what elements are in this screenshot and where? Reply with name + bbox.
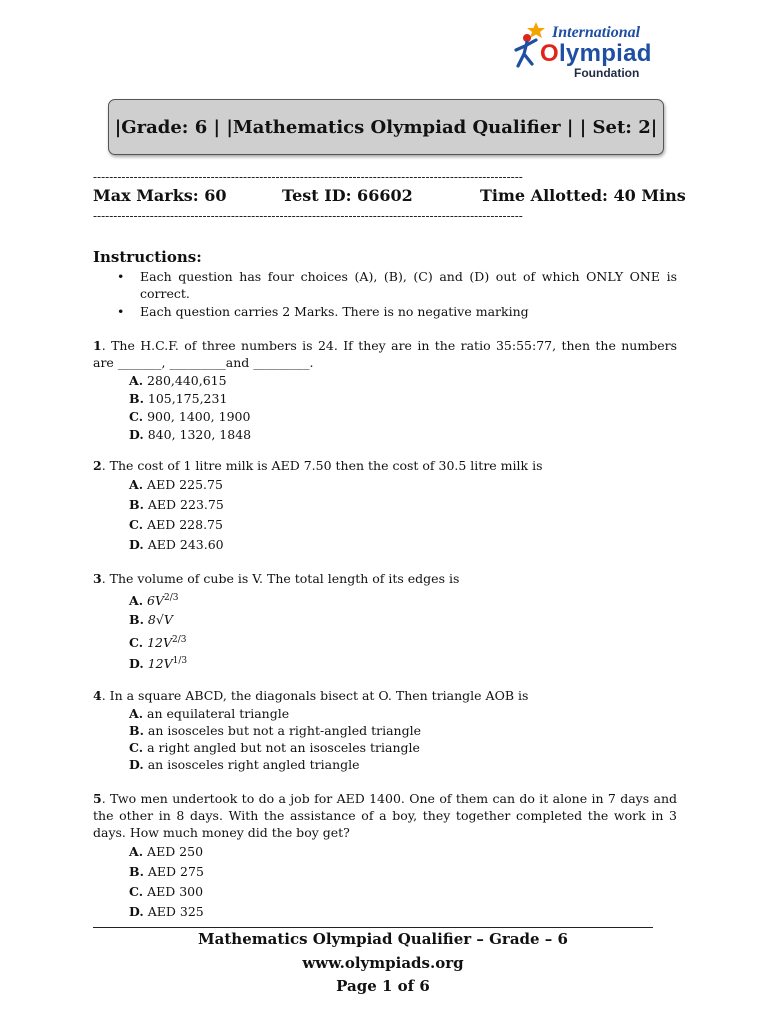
option-a[interactable]: A. AED 225.75 <box>129 477 223 492</box>
logo-international-text: International <box>552 24 641 41</box>
option-c[interactable]: C. AED 228.75 <box>129 517 223 532</box>
separator-bottom: ---------------------------------------------------------------------------------------------------------- <box>93 209 523 223</box>
question-stem: 3. The volume of cube is V. The total length of its edges is <box>93 571 460 586</box>
option-d[interactable]: D. $12V^{1/3}$ <box>129 656 188 672</box>
option-a[interactable]: A. 280,440,615 <box>129 373 227 388</box>
test-id: Test ID: 66602 <box>282 186 413 205</box>
question-2 <box>93 457 677 555</box>
logo-olympiad-text: Olympiad <box>540 40 652 67</box>
max-marks: Max Marks: 60 <box>93 186 227 205</box>
option-a[interactable]: A. $6V^{2/3}$ <box>129 593 179 609</box>
option-c[interactable]: C. $12V^{2/3}$ <box>129 635 187 651</box>
question-stem: 4. In a square ABCD, the diagonals bisect at O. Then triangle AOB is <box>93 688 529 703</box>
page-number: Page 1 of 6 <box>336 977 430 995</box>
instruction-item: • Each question has four choices (A), (B), (C) and (D) out of which ONLY ONE is correct. <box>117 268 677 302</box>
time-allotted: Time Allotted: 40 Mins <box>480 186 686 205</box>
question-stem: 1. The H.C.F. of three numbers is 24. If they are in the ratio 35:55:77, then the numbers are _______, _________and _________. <box>93 338 677 370</box>
separator-top: ---------------------------------------------------------------------------------------------------------- <box>93 170 523 184</box>
exam-title-box <box>108 99 664 155</box>
question-3 <box>93 570 677 672</box>
answer-options <box>129 475 677 555</box>
olympiad-logo <box>512 20 672 80</box>
option-c[interactable]: C. AED 300 <box>129 884 204 899</box>
option-c[interactable]: C. a right angled but not an isosceles triangle <box>129 740 420 755</box>
option-d[interactable]: D. AED 243.60 <box>129 537 224 552</box>
footer-divider <box>93 927 653 928</box>
footer-title: Mathematics Olympiad Qualifier – Grade – 6 <box>198 930 568 948</box>
question-1 <box>93 337 677 444</box>
instructions-list <box>117 268 677 321</box>
instructions-heading: Instructions: <box>93 248 202 266</box>
question-5 <box>93 790 677 922</box>
question-4 <box>93 687 677 773</box>
logo-foundation-text: Foundation <box>574 66 640 80</box>
footer-website-link[interactable]: www.olympiads.org <box>302 954 464 972</box>
option-b[interactable]: B. 105,175,231 <box>129 391 228 406</box>
option-d[interactable]: D. AED 325 <box>129 904 204 919</box>
option-a[interactable]: A. an equilateral triangle <box>129 706 290 721</box>
option-c[interactable]: C. 900, 1400, 1900 <box>129 409 251 424</box>
option-b[interactable]: B. AED 275 <box>129 864 204 879</box>
question-stem: 5. Two men undertook to do a job for AED 1400. One of them can do it alone in 7 days and the other in 8 days. With the assistance of a boy, they together completed the work in 3 days. How much money did the boy get? <box>93 791 677 840</box>
answer-options <box>129 842 677 922</box>
question-stem: 2. The cost of 1 litre milk is AED 7.50 then the cost of 30.5 litre milk is <box>93 458 543 473</box>
answer-options <box>129 705 677 773</box>
answer-options <box>129 588 677 672</box>
option-d[interactable]: D. an isosceles right angled triangle <box>129 757 360 772</box>
exam-title: |Grade: 6 | |Mathematics Olympiad Qualifier | | Set: 2| <box>114 116 658 138</box>
instruction-item: • Each question carries 2 Marks. There is no negative marking <box>117 303 677 320</box>
answer-options <box>129 372 677 444</box>
option-b[interactable]: B. AED 223.75 <box>129 497 224 512</box>
option-a[interactable]: A. AED 250 <box>129 844 204 859</box>
option-b[interactable]: B. an isosceles but not a right-angled triangle <box>129 723 421 738</box>
option-b[interactable]: B. 8√V <box>129 612 173 627</box>
option-d[interactable]: D. 840, 1320, 1848 <box>129 427 252 442</box>
